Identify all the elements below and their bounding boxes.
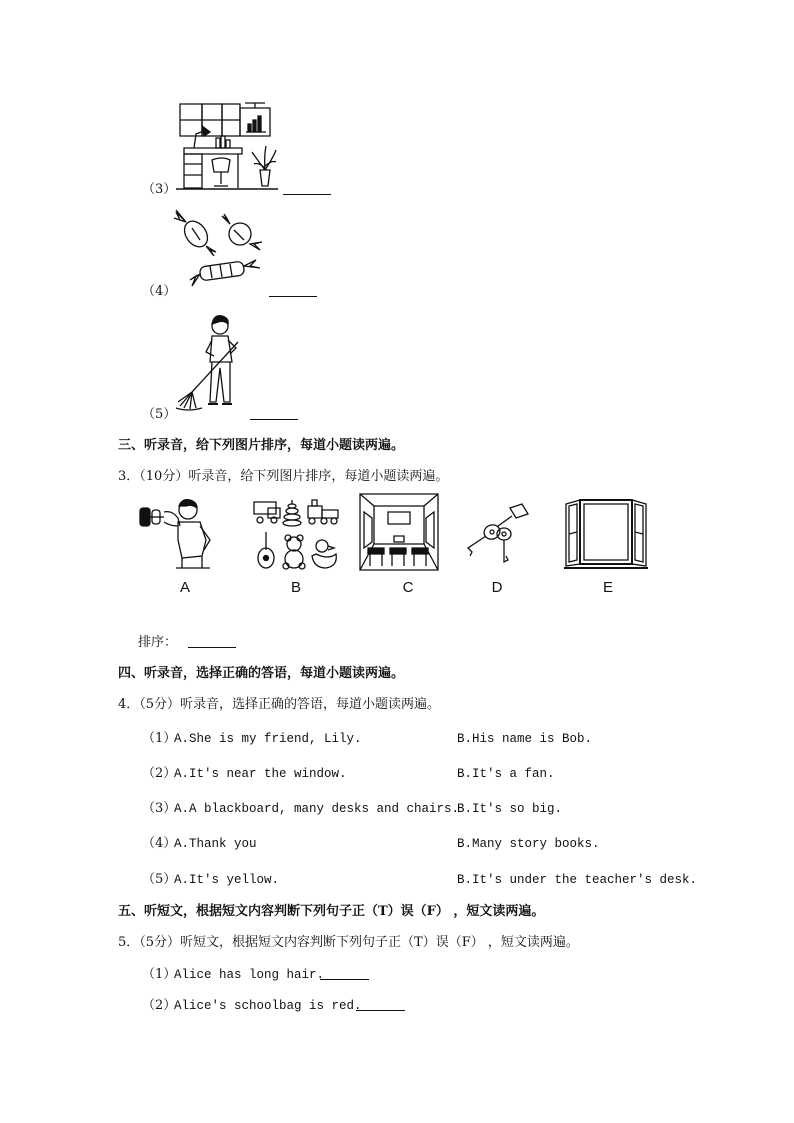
answer-blank[interactable]	[269, 284, 317, 297]
item-number: （4）	[142, 284, 177, 299]
section-heading: 四、听录音，选择正确的答语，每道小题读两遍。	[118, 666, 405, 681]
item-number: （2）	[142, 766, 177, 781]
item-number: （5）	[142, 407, 177, 422]
item-number: （4）	[142, 836, 177, 851]
section-heading: 三、听录音，给下列图片排序，每道小题读两遍。	[118, 438, 405, 453]
weightlifting-picture	[138, 496, 220, 570]
order-label: 排序：	[138, 635, 178, 650]
answer-blank[interactable]	[283, 182, 331, 195]
option-a[interactable]: A.It's yellow.	[174, 873, 280, 887]
picture-label-e: E	[602, 579, 613, 596]
candies-picture	[170, 206, 266, 292]
item-number: （3）	[142, 182, 177, 197]
picture-label-b: B	[290, 579, 301, 596]
item-number: （1）	[142, 731, 177, 746]
toys-picture	[250, 496, 342, 572]
picture-label-d: D	[491, 579, 503, 596]
order-answer-blank[interactable]	[188, 635, 236, 648]
option-b[interactable]: B.It's so big.	[457, 802, 563, 816]
option-a[interactable]: A.A blackboard, many desks and chairs.	[174, 802, 460, 816]
window-picture	[562, 496, 650, 570]
picture-label-a: A	[179, 579, 190, 596]
picture-label-c: C	[402, 579, 414, 596]
item-number: （5）	[142, 872, 177, 887]
option-b[interactable]: B.Many story books.	[457, 837, 600, 851]
question-5: 5．（5分）听短文，根据短文内容判断下列句子正（T）误（F） ，短文读两遍。	[118, 935, 579, 950]
option-b[interactable]: B.It's a fan.	[457, 767, 555, 781]
option-a[interactable]: A.She is my friend, Lily.	[174, 732, 362, 746]
option-a[interactable]: A.Thank you	[174, 837, 257, 851]
option-b[interactable]: B.His name is Bob.	[457, 732, 593, 746]
statement-text: Alice has long hair.	[174, 968, 325, 982]
answer-blank[interactable]	[250, 407, 298, 420]
item-number: （1）	[142, 967, 177, 982]
option-a[interactable]: A.It's near the window.	[174, 767, 347, 781]
item-number: （2）	[142, 998, 177, 1013]
boy-sweeping-picture	[174, 312, 248, 412]
question-3: 3．（10分）听录音，给下列图片排序，每道小题读两遍。	[118, 469, 449, 484]
answer-blank[interactable]	[356, 998, 405, 1011]
item-number: （3）	[142, 801, 177, 816]
answer-blank[interactable]	[320, 967, 369, 980]
classroom-picture	[358, 492, 440, 572]
study-room-picture	[172, 100, 282, 194]
statement-text: Alice's schoolbag is red.	[174, 999, 362, 1013]
option-b[interactable]: B.It's under the teacher's desk.	[457, 873, 698, 887]
section-heading: 五、听短文，根据短文内容判断下列句子正（T）误（F） ，短文读两遍。	[118, 904, 545, 919]
question-4: 4．（5分）听录音，选择正确的答语，每道小题读两遍。	[118, 697, 441, 712]
keys-picture	[462, 502, 532, 566]
